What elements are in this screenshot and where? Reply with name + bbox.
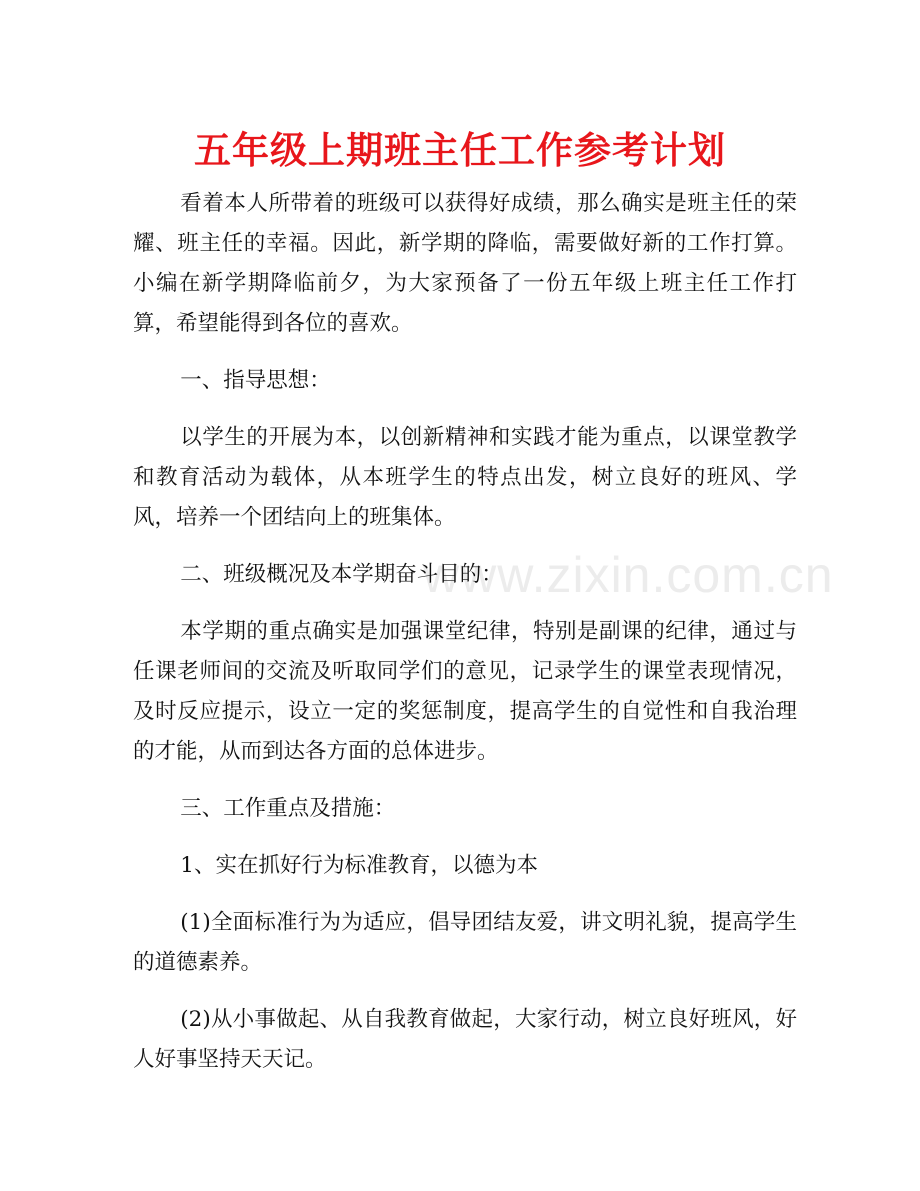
class-overview-paragraph: 本学期的重点确实是加强课堂纪律，特别是副课的纪律，通过与任课老师间的交流及听取同学们的意见，记录学生的课堂表现情况，及时反应提示，设立一定的奖惩制度，提高学生的自觉性和自我治理的才能，从而到达各方面的总体进步。: [133, 619, 797, 764]
intro-paragraph: 看着本人所带着的班级可以获得好成绩，那么确实是班主任的荣耀、班主任的幸福。因此，新学期的降临，需要做好新的工作打算。小编在新学期降临前夕，为大家预备了一份五年级上班主任工作打算，希望能得到各位的喜欢。: [133, 191, 797, 336]
watermark-text: www.zixin.com.cn: [423, 547, 834, 603]
section-heading-class-overview: 二、班级概况及本学期奋斗目的：: [180, 562, 503, 587]
document-title: 五年级上期班主任工作参考计划: [194, 129, 726, 172]
subheading-behavior-education: 1、实在抓好行为标准教育，以德为本: [180, 853, 538, 878]
section-heading-key-work: 三、工作重点及措施：: [180, 796, 396, 821]
document-body: [133, 184, 797, 1097]
list-item-2: (2)从小事做起、从自我教育做起，大家行动，树立良好班风，好人好事坚持天天记。: [133, 1007, 797, 1072]
section-heading-guiding-idea: 一、指导思想：: [180, 368, 331, 393]
guiding-idea-paragraph: 以学生的开展为本，以创新精神和实践才能为重点，以课堂教学和教育活动为载体，从本班学生的特点出发，树立良好的班风、学风，培养一个团结向上的班集体。: [133, 425, 797, 530]
list-item-1: (1)全面标准行为为适应，倡导团结友爱，讲文明礼貌，提高学生的道德素养。: [133, 910, 797, 975]
